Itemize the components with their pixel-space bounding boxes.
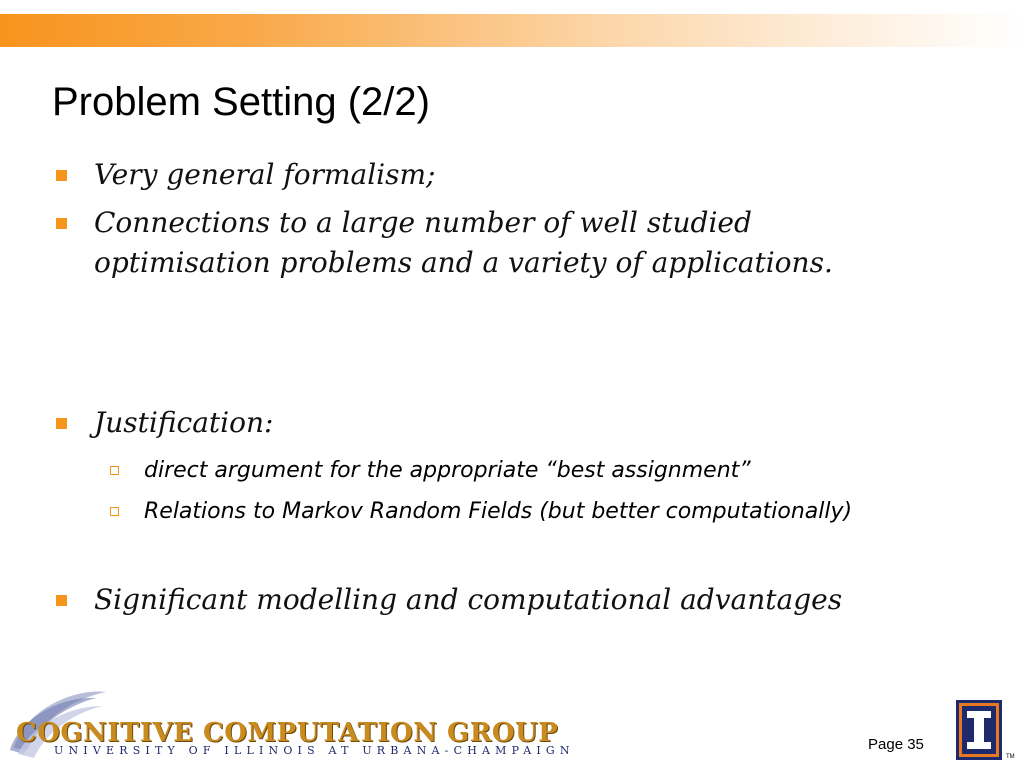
page-number: Page 35 [868,736,924,753]
orange-square-icon [56,418,67,429]
logo-name: COGNITIVE COMPUTATION GROUP [16,718,559,748]
bullet-text: Significant modelling and computational advantages [94,583,843,616]
orange-square-icon [56,595,67,606]
sub-bullet-text: direct argument for the appropriate “best assignment” [144,458,751,483]
orange-square-icon [56,170,67,181]
illinois-i-logo-icon [956,700,1002,760]
bullet-item [56,403,936,443]
logo-subtitle: UNIVERSITY OF ILLINOIS AT URBANA-CHAMPAIGN [54,744,575,757]
slide-title: Problem Setting (2/2) [52,80,430,124]
orange-square-icon [56,218,67,229]
bullet-text: Connections to a large number of well studied optimisation problems and a variety of applications. [94,206,833,279]
header-accent-bar [0,14,1024,47]
sub-bullet-text: Relations to Markov Random Fields (but better computationally) [144,499,853,524]
bullet-item [56,580,936,620]
hollow-square-icon [110,466,119,475]
sub-bullet-item [110,456,930,486]
trademark-mark: TM [1006,754,1015,760]
bullet-item [56,155,936,195]
hollow-square-icon [110,507,119,516]
sub-bullet-item [110,497,930,527]
bullet-item [56,203,936,283]
cognitive-computation-group-logo [6,688,575,760]
bullet-text: Justification: [94,406,274,439]
bullet-text: Very general formalism; [94,158,436,191]
